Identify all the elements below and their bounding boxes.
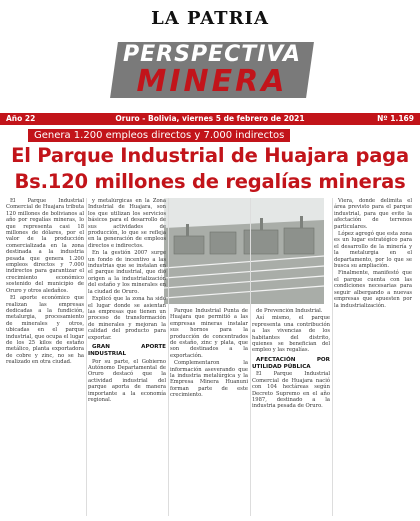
supplement-title-top: PERSPECTIVA — [123, 42, 301, 67]
paragraph: Finalmente, manifestó que el parque cuenta con las condiciones necesarias para seguir albergando a nuevas empresas que apuesten por la industrialización. — [334, 270, 412, 309]
paragraph: En la gestión 2007 surge un fondo de incentivo a las industrias que se instalan en el parque industrial, que dio origen a la industrialización del estaño y los minerales en la ciudad de Oruro. — [88, 250, 166, 295]
paragraph: Viera, donde delimita el área previsto para el parque industrial, para que evite la afectación de terrenos particulares. — [334, 198, 412, 230]
column-4 — [252, 308, 330, 516]
paragraph: Explicó que la zona ha sido el lugar donde se asientan las empresas que tienen un proceso de transformación de minerales y mejoran la calidad del producto para exportar. — [88, 296, 166, 341]
headline-line-2: Bs.120 millones de regalías mineras — [14, 170, 406, 193]
supplement-title-bottom: MINERA — [136, 64, 288, 99]
dateline-bar — [0, 113, 420, 125]
column-1 — [6, 198, 84, 516]
kicker: Genera 1.200 empleos directos y 7.000 indirectos — [28, 129, 290, 142]
paragraph: López agregó que esta zona es un lugar estratégico para el desarrollo de la minería y la metalurgia en el departamento, por lo que se busca su ampliación. — [334, 231, 412, 270]
subheading: GRAN APORTE INDUSTRIAL — [88, 343, 166, 357]
paragraph: Parque Industrial Punta de Huajara que permitió a las empresas mineras instalar sus hornos para la producción de concentrados de estaño, zinc y plata, que son destinados a la exportación. — [170, 308, 248, 359]
paragraph: Complementaron la información aseverando que la industria metalúrgica y la Empresa Minera Huanuni forman parte de este crecimiento. — [170, 360, 248, 399]
column-3 — [170, 308, 248, 516]
place-date: Oruro - Bolivia, viernes 5 de febrero de 2021 — [115, 114, 305, 123]
newspaper-name: LA PATRIA — [151, 8, 269, 29]
edition-year: Año 22 — [6, 114, 36, 123]
paragraph: de Prevención Industrial. — [256, 308, 323, 314]
subheading: AFECTACIÓN POR UTILIDAD PÚBLICA — [252, 356, 330, 370]
paragraph: El Parque Industrial Comercial de Huajara nació con 104 hectáreas según Decreto Supremo en el año 1987, destinado a la industria pesada de Oruro. — [252, 371, 330, 410]
paragraph: El Parque Industrial Comercial de Huajara tributa 120 millones de bolivianos al año por regalías mineras, lo que representa casi 18 millones de dólares, por el valor de la producción comercializada en la zona destinada a la industria pesada que genera 1.200 empleos directos y 7.000 indirectos para garantizar el crecimiento económico sostenido del municipio de Oruro y otros aledaños. — [6, 198, 84, 294]
paragraph: Así mismo, el parque representa una contribución a las vivencias de los habitantes del distrito, quienes se benefician del empleo y las regalías. — [252, 315, 330, 354]
article-body — [6, 198, 414, 516]
paragraph: y metalúrgicas en la Zona Industrial de Huajara, son los que utilizan los servicios básicos para el desarrollo de sus actividades de producción, lo que se refleja en la generación de empleos directos e indirectos. — [88, 198, 166, 249]
paragraph: El aporte económico que realizan las empresas dedicadas a la fundición, metalurgia, procesamiento de minerales y otros, ubicadas en el parque industrial, que ocupa el lugar de los 25 kilos de estaño metálico, planta exportadora de cobre y zinc, no se ha realizado en otra ciudad. — [6, 295, 84, 366]
headline-line-1: El Parque Industrial de Huajara paga — [11, 144, 409, 167]
column-5 — [334, 198, 412, 516]
paragraph: Por su parte, el Gobierno Autónomo Departamental de Oruro destacó que la actividad industrial del parque aporta de manera importante a la economía regional. — [88, 358, 166, 403]
column-2 — [88, 198, 166, 516]
masthead — [0, 0, 420, 118]
supplement-logo — [114, 36, 310, 102]
issue-number: Nº 1.169 — [377, 114, 414, 123]
